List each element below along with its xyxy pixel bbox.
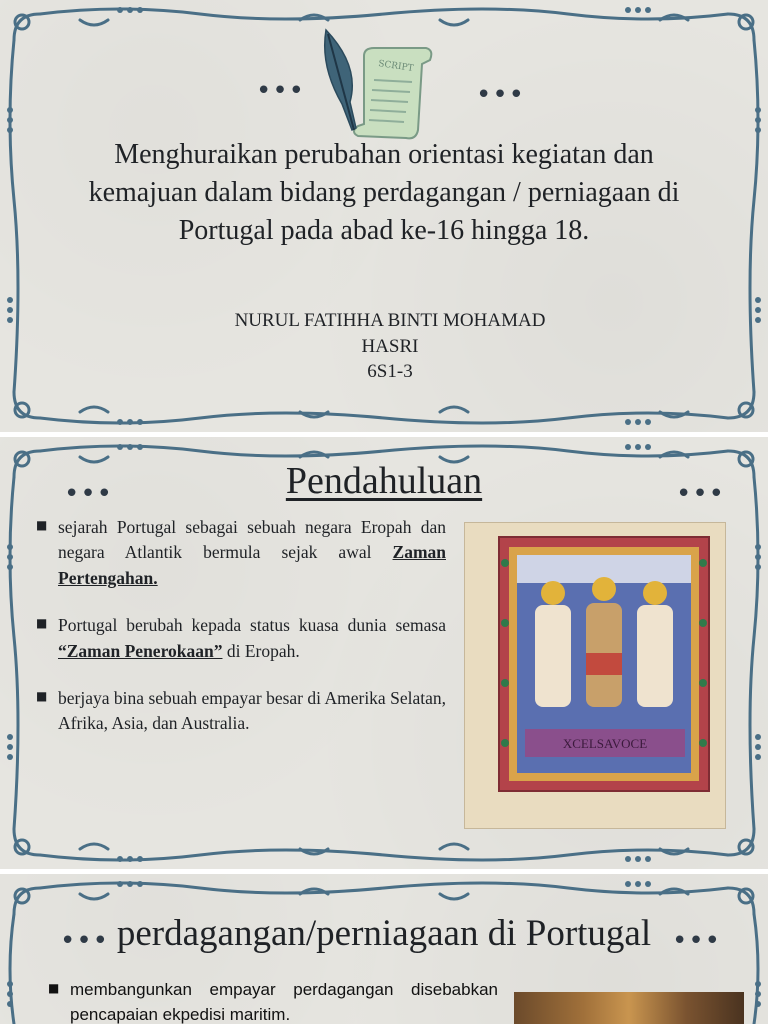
bullet-list <box>36 515 446 759</box>
ellipsis-dots-icon: ••• <box>256 76 306 106</box>
author-block <box>190 308 590 385</box>
spice-image <box>514 992 744 1024</box>
list-item <box>36 613 446 664</box>
square-bullet-icon: ■ <box>36 518 48 532</box>
ellipsis-dots-icon: ••• <box>676 479 726 509</box>
bullet-emphasis: “Zaman Penerokaan” <box>58 640 223 661</box>
ellipsis-dots-icon: ••• <box>672 926 722 956</box>
square-bullet-icon: ■ <box>48 981 60 995</box>
bullet-emphasis: Zaman Pertengahan. <box>58 542 446 588</box>
list-item <box>36 686 446 737</box>
square-bullet-icon: ■ <box>36 688 48 703</box>
list-item <box>48 978 498 1024</box>
bullet-text: membangunkan empayar perdagangan disebabkan pencapaian ekpedisi maritim. <box>70 980 498 1024</box>
quill-pen-icon <box>325 30 356 130</box>
author-name: NURUL FATIHHA BINTI MOHAMAD <box>234 310 546 331</box>
slide-title <box>0 0 768 432</box>
scroll-icon <box>354 48 431 138</box>
presentation-title: Menghuraikan perubahan orientasi kegiatan dan kemajuan dalam bidang perdagangan / perniagaan di Portugal pada abad ke-16 hingga 18. <box>88 139 680 247</box>
bullet-text: sejarah Portugal sebagai sebuah negara Eropah dan negara Atlantik bermula sejak awal <box>58 517 446 563</box>
list-item <box>36 515 446 591</box>
manuscript-caption: XCELSAVOCE <box>562 736 648 751</box>
slide-heading: Pendahuluan <box>285 460 483 502</box>
slide-heading: perdagangan/perniagaan di Portugal <box>116 913 652 954</box>
square-bullet-icon: ■ <box>36 616 48 631</box>
bullet-text-after: di Eropah. <box>222 640 300 661</box>
scroll-label: SCRIPT <box>377 59 415 74</box>
bullet-text: Portugal berubah kepada status kuasa dunia semasa <box>58 615 446 636</box>
slide-pendahuluan <box>0 437 768 869</box>
manuscript-image <box>465 523 725 828</box>
bullet-text: berjaya bina sebuah empayar besar di Amerika Selatan, Afrika, Asia, dan Australia. <box>58 687 446 734</box>
slide-perdagangan <box>0 874 768 1024</box>
bullet-list <box>48 978 498 1024</box>
ellipsis-dots-icon: ••• <box>476 80 526 110</box>
class-code: 6S1-3 <box>367 361 413 383</box>
quill-scroll-icon <box>318 26 442 146</box>
ellipsis-dots-icon: ••• <box>64 479 114 509</box>
ellipsis-dots-icon: ••• <box>60 926 110 956</box>
author-name-cont: HASRI <box>361 335 419 357</box>
